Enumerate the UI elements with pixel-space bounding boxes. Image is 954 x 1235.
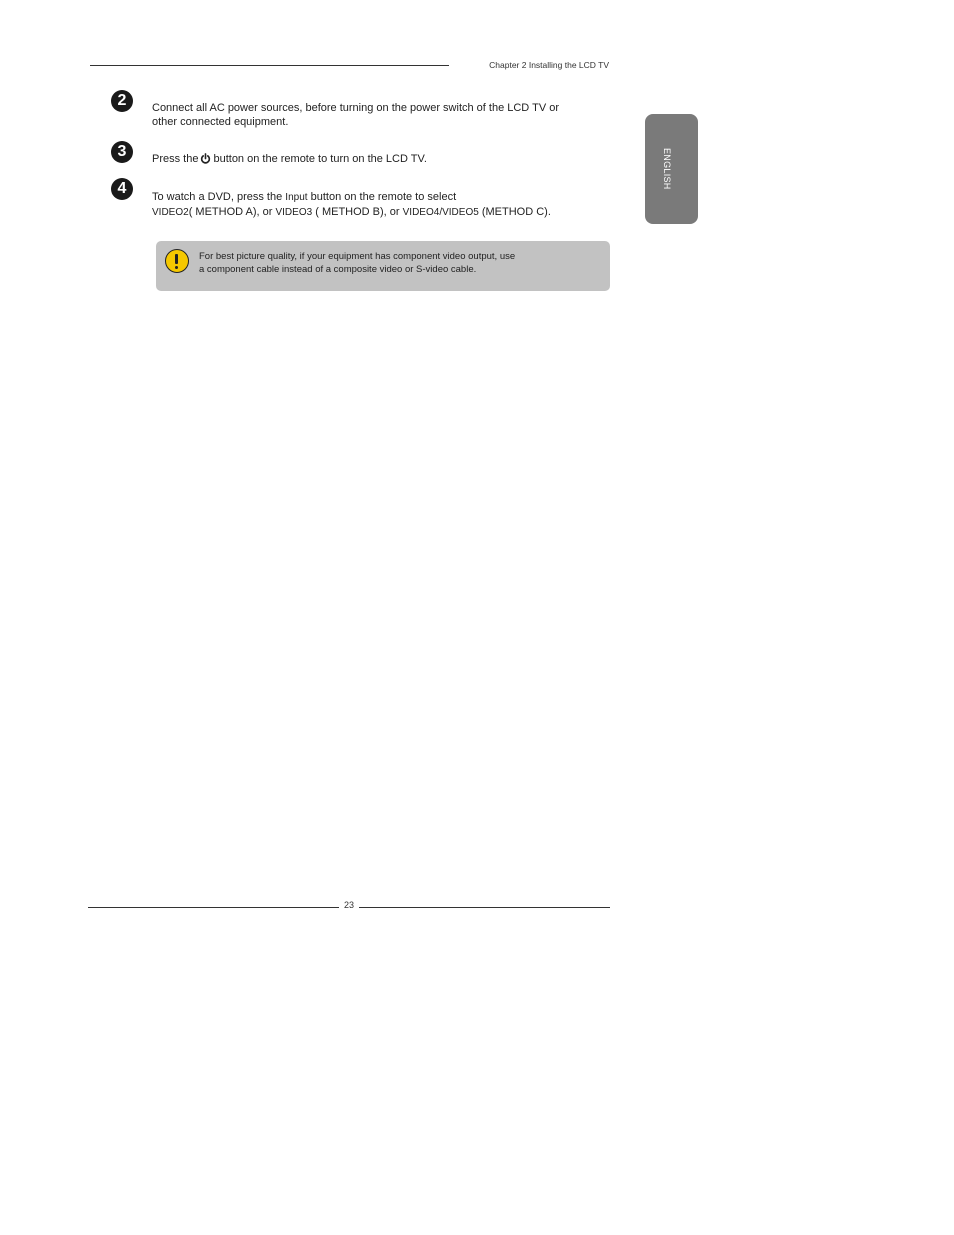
note-line-1: For best picture quality, if your equipment has component video output, use <box>199 251 516 262</box>
footer-rule-right <box>359 907 610 908</box>
language-tab-label: ENGLISH <box>662 148 672 190</box>
note-text <box>199 250 599 276</box>
step-3-text-before: Press the <box>152 153 199 165</box>
method-c-label: (METHOD C). <box>481 206 551 218</box>
step-4-text <box>152 190 551 220</box>
step-3-number: 3 <box>111 141 133 163</box>
warning-icon <box>165 249 189 273</box>
step-4-line-1-pre: To watch a DVD, press the <box>152 191 283 203</box>
method-a-label: ( METHOD A), or <box>188 206 273 218</box>
step-3-text-after: button on the remote to turn on the LCD TV. <box>213 153 427 165</box>
power-icon <box>200 153 211 168</box>
video3-label: VIDEO3 <box>275 207 313 218</box>
header-rule <box>90 65 449 66</box>
step-4-line-1-post: button on the remote to select <box>310 191 457 203</box>
step-4-line-1 <box>152 190 551 205</box>
step-2-number: 2 <box>111 90 133 112</box>
step-3-text <box>152 152 427 168</box>
input-key-label: Input <box>285 192 308 203</box>
note-box <box>156 241 610 291</box>
step-4-line-2 <box>152 205 551 220</box>
step-2-line-1: Connect all AC power sources, before turning on the power switch of the LCD TV or <box>152 102 560 114</box>
footer-rule-left <box>88 907 339 908</box>
video4-video5-label: VIDEO4/VIDEO5 <box>402 207 479 218</box>
step-2-line-2: other connected equipment. <box>152 116 289 128</box>
note-line-2: a component cable instead of a composite video or S-video cable. <box>199 264 477 275</box>
chapter-header: Chapter 2 Installing the LCD TV <box>489 60 609 70</box>
step-2-text <box>152 101 559 129</box>
video2-label: VIDEO2 <box>152 207 189 218</box>
method-b-label: ( METHOD B), or <box>315 206 400 218</box>
page-number: 23 <box>343 900 354 910</box>
language-tab <box>645 114 698 224</box>
step-4-number: 4 <box>111 178 133 200</box>
